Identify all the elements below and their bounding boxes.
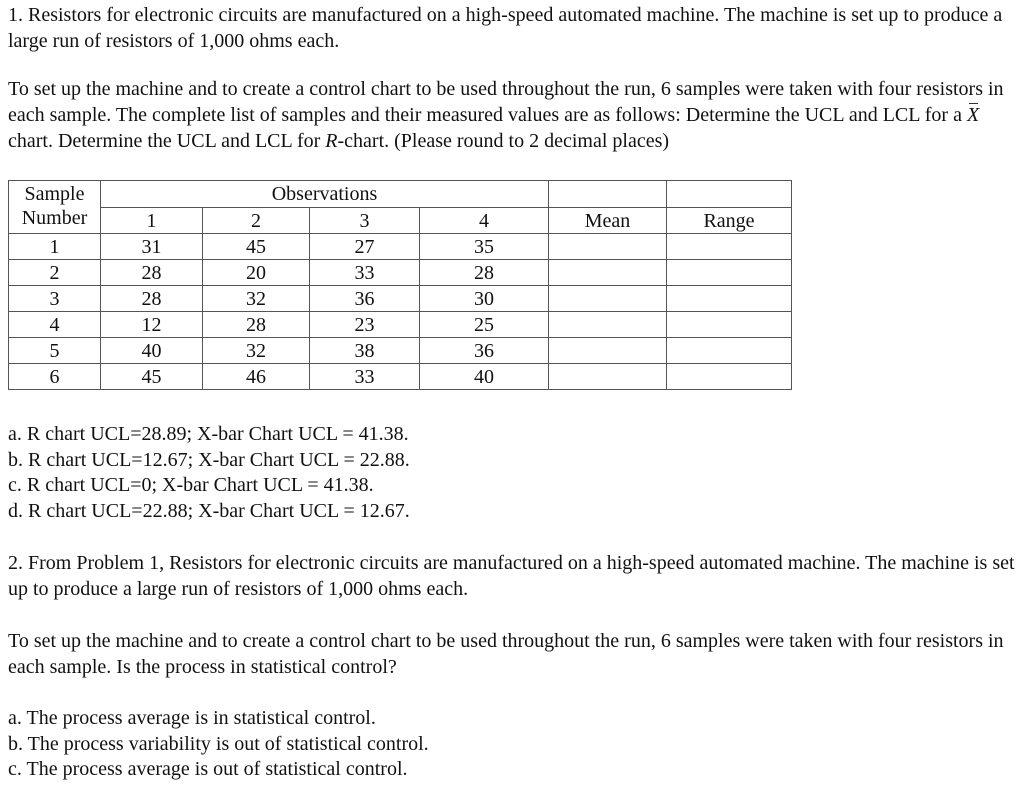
range-header: Range xyxy=(667,208,792,234)
range-header-top xyxy=(667,181,792,208)
problem-1-tail-text: -chart. (Please round to 2 decimal places) xyxy=(337,130,670,152)
problem-2-setup-block xyxy=(8,628,1016,680)
problem-1-options xyxy=(8,422,1016,524)
observation-cell: 45 xyxy=(101,364,203,390)
answer-option-d[interactable]: d. R chart UCL=22.88; X-bar Chart UCL = 12.67. xyxy=(8,499,410,522)
range-cell xyxy=(667,260,792,286)
mean-header-top xyxy=(549,181,667,208)
sample-header-line-1: Sample xyxy=(24,183,85,205)
observation-cell: 28 xyxy=(420,260,549,286)
observation-cell: 27 xyxy=(310,234,420,260)
mean-cell xyxy=(549,312,667,338)
table-row xyxy=(9,364,792,390)
table-header-row-1 xyxy=(9,181,792,208)
observation-cell: 12 xyxy=(101,312,203,338)
range-cell xyxy=(667,312,792,338)
table-row xyxy=(9,312,792,338)
problem-1-setup-text: To set up the machine and to create a control chart to be used throughout the run, 6 samples were taken with four resistors in each sample. The complete list of samples and their measured values are as follows: Determine the UCL and LCL for a xyxy=(8,78,1004,126)
answer-option-c[interactable]: c. The process average is out of statistical control. xyxy=(8,758,408,780)
problem-1-intro: 1. Resistors for electronic circuits are manufactured on a high-speed automated machine. The machine is set up to produce a large run of resistors of 1,000 ohms each. xyxy=(8,4,1003,52)
range-cell xyxy=(667,364,792,390)
obs-col-header-1: 1 xyxy=(101,208,203,234)
sample-number-cell: 2 xyxy=(9,260,101,286)
observation-cell: 33 xyxy=(310,364,420,390)
observation-cell: 38 xyxy=(310,338,420,364)
table-row xyxy=(9,234,792,260)
sample-number-cell: 3 xyxy=(9,286,101,312)
table-row xyxy=(9,338,792,364)
mean-cell xyxy=(549,364,667,390)
answer-option-a[interactable]: a. R chart UCL=28.89; X-bar Chart UCL = 41.38. xyxy=(8,423,409,445)
answer-option-b[interactable]: b. The process variability is out of statistical control. xyxy=(8,732,429,755)
observation-cell: 35 xyxy=(420,234,549,260)
obs-col-header-3: 3 xyxy=(310,208,420,234)
observation-cell: 31 xyxy=(101,234,203,260)
range-cell xyxy=(667,338,792,364)
problem-2-setup: To set up the machine and to create a control chart to be used throughout the run, 6 samples were taken with four resistors in each sample. Is the process in statistical control? xyxy=(8,630,1004,678)
table-header-row-2 xyxy=(9,208,792,234)
sample-number-header xyxy=(9,181,101,234)
mean-cell xyxy=(549,260,667,286)
obs-col-header-4: 4 xyxy=(420,208,549,234)
observation-cell: 28 xyxy=(203,312,310,338)
answer-option-a[interactable]: a. The process average is in statistical control. xyxy=(8,707,376,729)
mean-header: Mean xyxy=(549,208,667,234)
problem-2-options xyxy=(8,706,1016,783)
observation-cell: 20 xyxy=(203,260,310,286)
mean-cell xyxy=(549,338,667,364)
observation-cell: 32 xyxy=(203,338,310,364)
observations-table xyxy=(8,180,792,390)
range-cell xyxy=(667,234,792,260)
observation-cell: 45 xyxy=(203,234,310,260)
observations-header: Observations xyxy=(101,181,549,208)
observation-cell: 25 xyxy=(420,312,549,338)
sample-header-line-2: Number xyxy=(21,207,88,229)
problem-1-chart-text: chart. Determine the UCL and LCL for xyxy=(8,130,326,152)
observation-cell: 40 xyxy=(101,338,203,364)
answer-option-c[interactable]: c. R chart UCL=0; X-bar Chart UCL = 41.38. xyxy=(8,474,374,496)
problem-1-setup-block xyxy=(8,76,1016,154)
observation-cell: 36 xyxy=(420,338,549,364)
observation-cell: 30 xyxy=(420,286,549,312)
sample-number-cell: 5 xyxy=(9,338,101,364)
table-row xyxy=(9,260,792,286)
sample-number-cell: 1 xyxy=(9,234,101,260)
problem-2-intro-block xyxy=(8,550,1016,602)
problem-1-setup xyxy=(8,76,1016,154)
range-cell xyxy=(667,286,792,312)
table-row xyxy=(9,286,792,312)
observation-cell: 36 xyxy=(310,286,420,312)
r-symbol: R xyxy=(325,130,338,152)
mean-cell xyxy=(549,286,667,312)
problem-2-intro: 2. From Problem 1, Resistors for electronic circuits are manufactured on a high-speed automated machine. The machine is set up to produce a large run of resistors of 1,000 ohms each. xyxy=(8,552,1015,600)
observation-cell: 23 xyxy=(310,312,420,338)
observation-cell: 40 xyxy=(420,364,549,390)
sample-number-cell: 4 xyxy=(9,312,101,338)
obs-col-header-2: 2 xyxy=(203,208,310,234)
observation-cell: 33 xyxy=(310,260,420,286)
observation-cell: 32 xyxy=(203,286,310,312)
sample-number-cell: 6 xyxy=(9,364,101,390)
observation-cell: 28 xyxy=(101,286,203,312)
x-bar-symbol: X xyxy=(966,104,980,126)
answer-option-b[interactable]: b. R chart UCL=12.67; X-bar Chart UCL = 22.88. xyxy=(8,448,410,471)
observation-cell: 46 xyxy=(203,364,310,390)
observation-cell: 28 xyxy=(101,260,203,286)
problem-1-intro-block xyxy=(8,2,1016,54)
mean-cell xyxy=(549,234,667,260)
